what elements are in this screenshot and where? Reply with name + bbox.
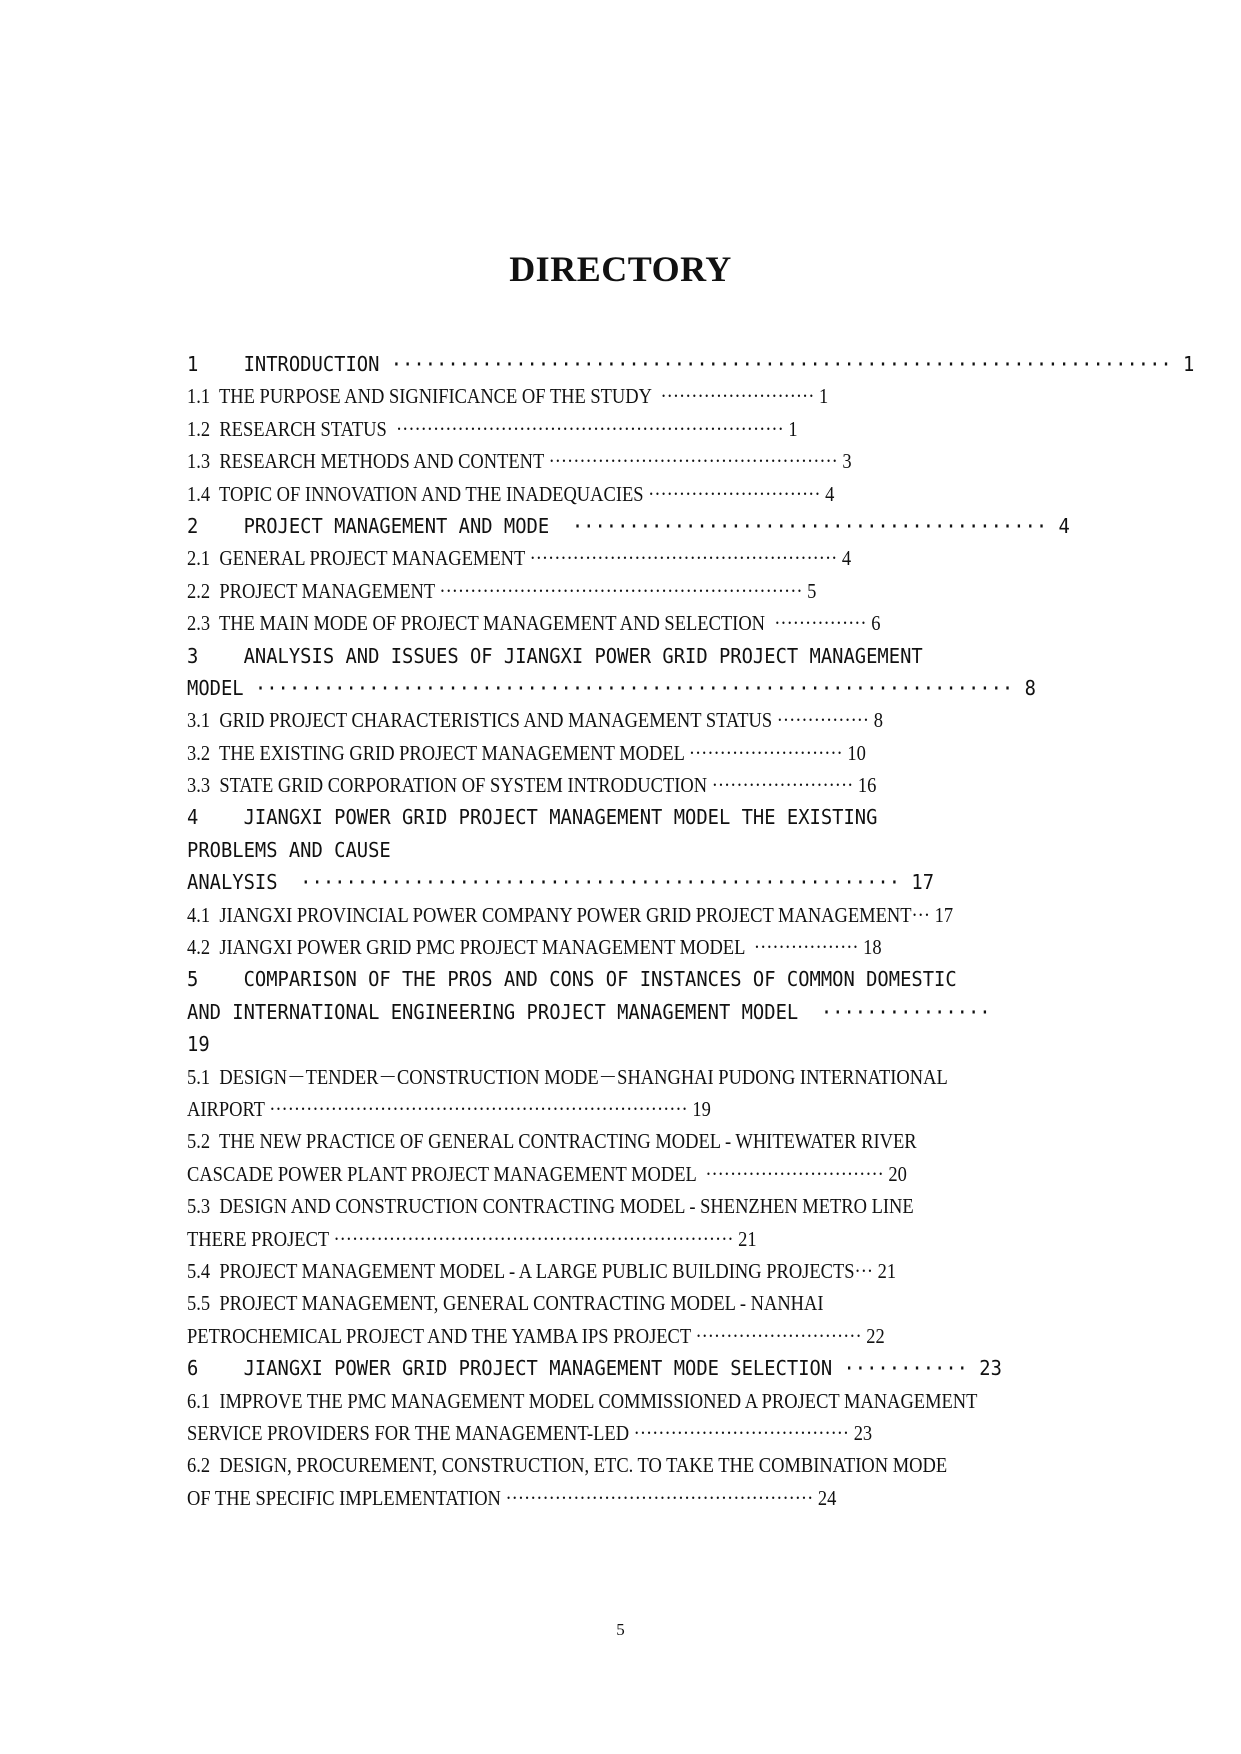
toc-entry: 2.2 PROJECT MANAGEMENT ··························································· 5 (187, 578, 817, 603)
toc-entry: 6 JIANGXI POWER GRID PROJECT MANAGEMENT MODE SELECTION ··········· 23 (187, 1356, 1002, 1381)
toc-entry: 1.3 RESEARCH METHODS AND CONTENT ··············································· 3 (187, 449, 852, 474)
toc-entry: 2 PROJECT MANAGEMENT AND MODE ·········································· 4 (187, 513, 1070, 538)
toc-entry: 3 ANALYSIS AND ISSUES OF JIANGXI POWER GRID PROJECT MANAGEMENT (187, 643, 923, 668)
toc-entry: 5 COMPARISON OF THE PROS AND CONS OF INSTANCES OF COMMON DOMESTIC (187, 967, 957, 992)
toc-entry: AIRPORT ···································································· 19 (187, 1096, 711, 1121)
toc-entry: 5.1 DESIGN－TENDER－CONSTRUCTION MODE－SHANGHAI PUDONG INTERNATIONAL (187, 1064, 948, 1089)
page-number: 5 (616, 1620, 625, 1639)
toc-entry: 1.4 TOPIC OF INNOVATION AND THE INADEQUACIES ···························· 4 (187, 481, 835, 506)
toc-entry: 19 (187, 1032, 210, 1057)
toc-entry: 3.2 THE EXISTING GRID PROJECT MANAGEMENT MODEL ························· 10 (187, 740, 866, 765)
toc-entry: 2.1 GENERAL PROJECT MANAGEMENT ·················································· 4 (187, 546, 852, 571)
toc-entry: MODEL ··································································· 8 (187, 675, 1036, 700)
toc-entry: THERE PROJECT ································································· 21 (187, 1226, 757, 1251)
toc-entry: CASCADE POWER PLANT PROJECT MANAGEMENT MODEL ····························· 20 (187, 1161, 907, 1186)
toc-entry: 1.2 RESEARCH STATUS ······························································· 1 (187, 416, 798, 441)
toc-entry: PETROCHEMICAL PROJECT AND THE YAMBA IPS PROJECT ··························· 22 (187, 1323, 885, 1348)
toc-entry: SERVICE PROVIDERS FOR THE MANAGEMENT-LED ··································· 23 (187, 1420, 873, 1445)
toc-entry: 4.2 JIANGXI POWER GRID PMC PROJECT MANAGEMENT MODEL ················· 18 (187, 935, 882, 960)
toc-entry: 5.5 PROJECT MANAGEMENT, GENERAL CONTRACTING MODEL - NANHAI (187, 1291, 824, 1316)
toc-entry: ANALYSIS ····················································· 17 (187, 870, 935, 895)
toc-entry: 4.1 JIANGXI PROVINCIAL POWER COMPANY POWER GRID PROJECT MANAGEMENT··· 17 (187, 902, 954, 927)
toc-entry: 3.1 GRID PROJECT CHARACTERISTICS AND MANAGEMENT STATUS ··············· 8 (187, 708, 883, 733)
toc-entry: 4 JIANGXI POWER GRID PROJECT MANAGEMENT MODEL THE EXISTING (187, 805, 878, 830)
toc-entry: 6.2 DESIGN, PROCUREMENT, CONSTRUCTION, ETC. TO TAKE THE COMBINATION MODE (187, 1453, 948, 1478)
toc-entry: PROBLEMS AND CAUSE (187, 837, 391, 862)
toc-entry: AND INTERNATIONAL ENGINEERING PROJECT MANAGEMENT MODEL ··············· (187, 999, 991, 1024)
table-of-contents (187, 348, 1195, 1514)
toc-entry: 1 INTRODUCTION ····································································· 1 (187, 352, 1195, 376)
toc-entry: 5.3 DESIGN AND CONSTRUCTION CONTRACTING MODEL - SHENZHEN METRO LINE (187, 1194, 914, 1219)
toc-entry: 1.1 THE PURPOSE AND SIGNIFICANCE OF THE STUDY ························· 1 (187, 384, 829, 409)
toc-entry: OF THE SPECIFIC IMPLEMENTATION ·················································· 24 (187, 1485, 837, 1510)
toc-entry: 3.3 STATE GRID CORPORATION OF SYSTEM INTRODUCTION ······················· 16 (187, 773, 877, 798)
toc-entry: 6.1 IMPROVE THE PMC MANAGEMENT MODEL COMMISSIONED A PROJECT MANAGEMENT (187, 1388, 978, 1413)
toc-entry: 5.2 THE NEW PRACTICE OF GENERAL CONTRACTING MODEL - WHITEWATER RIVER (187, 1129, 917, 1154)
toc-entry: 5.4 PROJECT MANAGEMENT MODEL - A LARGE PUBLIC BUILDING PROJECTS··· 21 (187, 1258, 897, 1283)
toc-entry: 2.3 THE MAIN MODE OF PROJECT MANAGEMENT AND SELECTION ··············· 6 (187, 611, 881, 636)
document-title: DIRECTORY (509, 249, 732, 289)
